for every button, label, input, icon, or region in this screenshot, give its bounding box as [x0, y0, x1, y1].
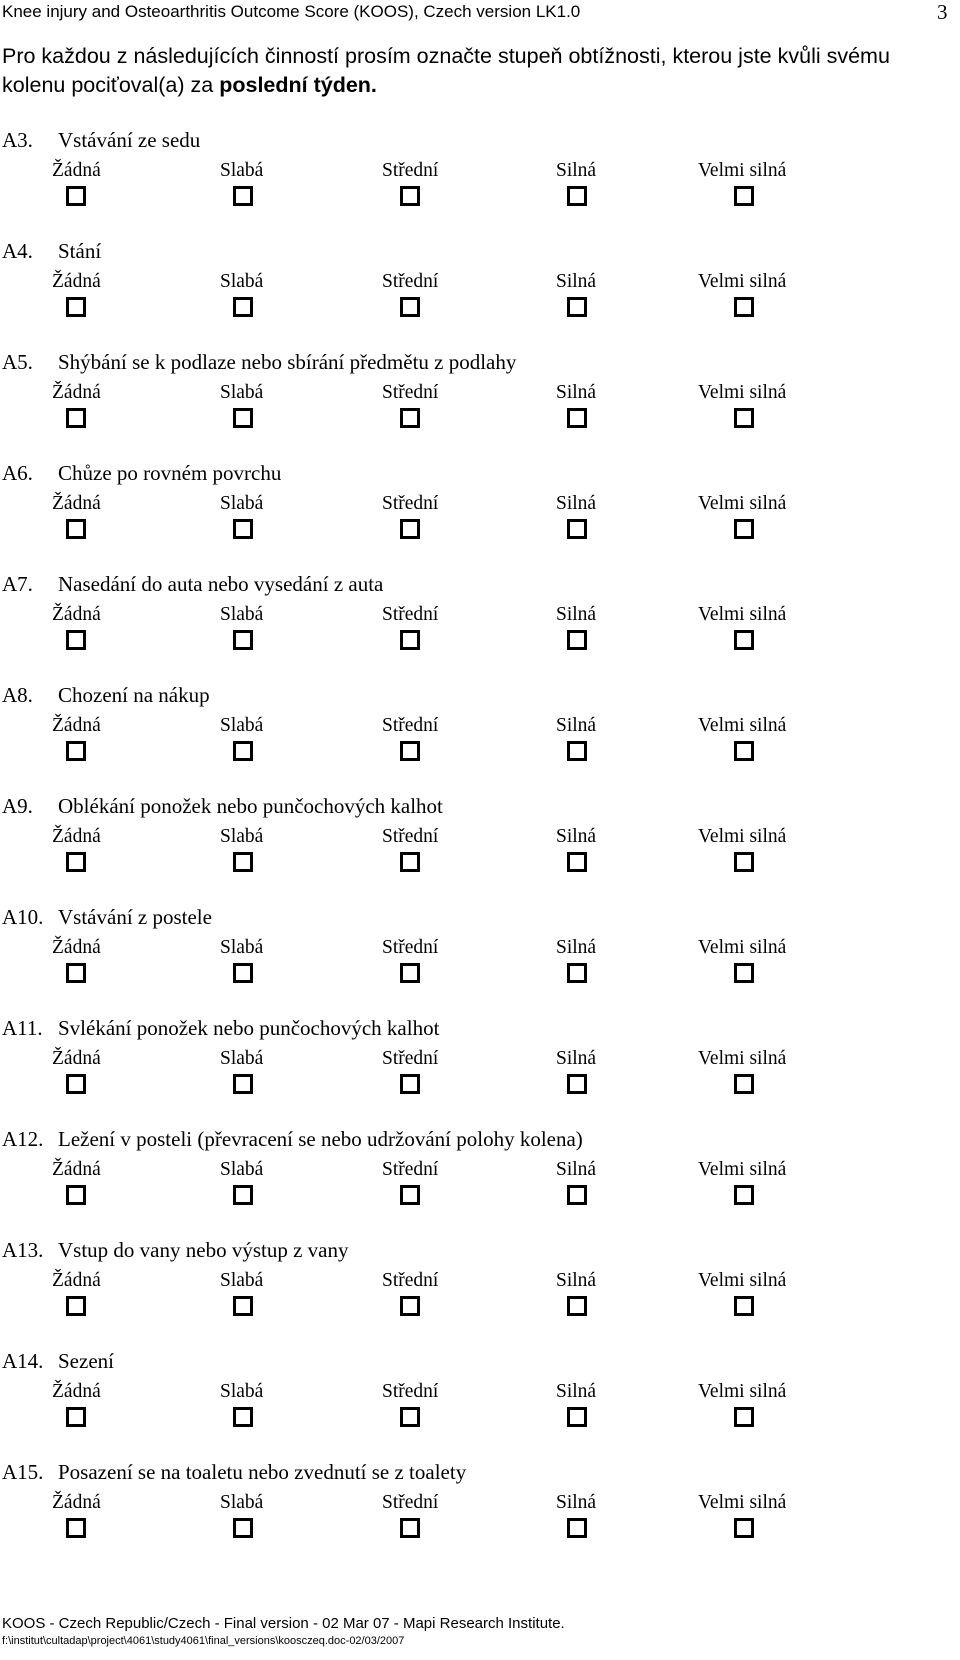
option-label: Silná	[556, 1159, 597, 1180]
question-text: Vstávání ze sedu	[58, 128, 201, 152]
question-item	[0, 1127, 960, 1238]
question-id: A10.	[2, 905, 44, 929]
answer-checkbox[interactable]	[734, 408, 754, 428]
answer-checkbox[interactable]	[400, 519, 420, 539]
question-text: Oblékání ponožek nebo punčochových kalhot	[58, 794, 443, 818]
question-title	[2, 1349, 114, 1374]
answer-checkbox[interactable]	[233, 963, 253, 983]
answer-checkbox[interactable]	[400, 630, 420, 650]
option-label: Velmi silná	[698, 1492, 787, 1513]
option-label: Slabá	[220, 937, 264, 958]
footer-file-path: f:\institut\cultadap\project\4061\study4061\final_versions\koosczeq.doc-02/03/2007	[2, 1635, 405, 1647]
option-label: Slabá	[220, 493, 264, 514]
answer-checkbox[interactable]	[233, 1074, 253, 1094]
answer-checkbox[interactable]	[734, 519, 754, 539]
option-label: Střední	[382, 160, 439, 181]
question-item	[0, 128, 960, 239]
option-label: Velmi silná	[698, 1381, 787, 1402]
question-id: A4.	[2, 239, 33, 263]
option-label: Silná	[556, 1048, 597, 1069]
answer-checkbox[interactable]	[400, 1407, 420, 1427]
answer-checkbox[interactable]	[400, 741, 420, 761]
answer-checkbox[interactable]	[233, 741, 253, 761]
question-id: A12.	[2, 1127, 44, 1151]
question-id: A5.	[2, 350, 33, 374]
option-label: Silná	[556, 160, 597, 181]
answer-checkbox[interactable]	[567, 1518, 587, 1538]
answer-checkbox[interactable]	[66, 519, 86, 539]
answer-checkbox[interactable]	[567, 741, 587, 761]
option-label: Silná	[556, 715, 597, 736]
option-label: Střední	[382, 1159, 439, 1180]
answer-checkbox[interactable]	[734, 741, 754, 761]
answer-checkbox[interactable]	[400, 852, 420, 872]
question-item	[0, 461, 960, 572]
option-label: Silná	[556, 1492, 597, 1513]
option-label: Velmi silná	[698, 604, 787, 625]
option-label: Žádná	[52, 1381, 101, 1402]
answer-checkbox[interactable]	[66, 186, 86, 206]
question-item	[0, 683, 960, 794]
option-label: Slabá	[220, 382, 264, 403]
option-label: Silná	[556, 1381, 597, 1402]
option-label: Slabá	[220, 160, 264, 181]
option-label: Žádná	[52, 493, 101, 514]
question-text: Nasedání do auta nebo vysedání z auta	[58, 572, 384, 596]
question-title	[2, 905, 212, 930]
question-title	[2, 794, 443, 819]
answer-checkbox[interactable]	[567, 852, 587, 872]
answer-checkbox[interactable]	[233, 1518, 253, 1538]
answer-checkbox[interactable]	[233, 630, 253, 650]
question-text: Chození na nákup	[58, 683, 210, 707]
answer-checkbox[interactable]	[734, 1518, 754, 1538]
option-label: Slabá	[220, 1381, 264, 1402]
answer-checkbox[interactable]	[567, 1074, 587, 1094]
answer-checkbox[interactable]	[567, 630, 587, 650]
instructions	[2, 42, 902, 100]
question-title	[2, 1238, 348, 1263]
answer-checkbox[interactable]	[233, 297, 253, 317]
answer-checkbox[interactable]	[66, 852, 86, 872]
option-label: Velmi silná	[698, 826, 787, 847]
option-label: Žádná	[52, 160, 101, 181]
question-item	[0, 572, 960, 683]
question-id: A13.	[2, 1238, 44, 1262]
question-item	[0, 350, 960, 461]
answer-checkbox[interactable]	[734, 1185, 754, 1205]
option-label: Žádná	[52, 1159, 101, 1180]
option-label: Velmi silná	[698, 160, 787, 181]
answer-checkbox[interactable]	[567, 1185, 587, 1205]
option-label: Silná	[556, 604, 597, 625]
question-text: Stání	[58, 239, 102, 263]
page-footer	[2, 1614, 565, 1648]
option-label: Střední	[382, 493, 439, 514]
option-label: Střední	[382, 604, 439, 625]
option-label: Slabá	[220, 1159, 264, 1180]
question-title	[2, 1460, 466, 1485]
option-label: Střední	[382, 715, 439, 736]
option-label: Silná	[556, 1270, 597, 1291]
question-id: A3.	[2, 128, 33, 152]
option-label: Žádná	[52, 1492, 101, 1513]
option-label: Střední	[382, 382, 439, 403]
question-title	[2, 1016, 439, 1041]
option-label: Velmi silná	[698, 1048, 787, 1069]
answer-checkbox[interactable]	[567, 1407, 587, 1427]
answer-checkbox[interactable]	[734, 963, 754, 983]
answer-checkbox[interactable]	[66, 1407, 86, 1427]
instructions-emphasis: poslední týden.	[219, 73, 377, 97]
answer-checkbox[interactable]	[233, 408, 253, 428]
answer-checkbox[interactable]	[66, 1185, 86, 1205]
answer-checkbox[interactable]	[66, 963, 86, 983]
footer-source: KOOS - Czech Republic/Czech - Final version - 02 Mar 07 - Mapi Research Institute.	[2, 1615, 565, 1632]
option-label: Velmi silná	[698, 1270, 787, 1291]
instructions-text: Pro každou z následujících činností prosím označte stupeň obtížnosti, kterou jste kvůli svému kolenu pociťoval(a) za	[2, 44, 890, 97]
question-text: Sezení	[58, 1349, 114, 1373]
answer-checkbox[interactable]	[567, 963, 587, 983]
option-label: Slabá	[220, 1048, 264, 1069]
question-title	[2, 461, 281, 486]
option-label: Velmi silná	[698, 493, 787, 514]
option-label: Velmi silná	[698, 271, 787, 292]
answer-checkbox[interactable]	[66, 1296, 86, 1316]
question-list	[0, 128, 960, 1571]
option-label: Silná	[556, 826, 597, 847]
question-id: A9.	[2, 794, 33, 818]
answer-checkbox[interactable]	[400, 297, 420, 317]
question-text: Vstávání z postele	[58, 905, 212, 929]
answer-checkbox[interactable]	[233, 852, 253, 872]
option-label: Velmi silná	[698, 1159, 787, 1180]
answer-checkbox[interactable]	[400, 186, 420, 206]
option-label: Střední	[382, 1270, 439, 1291]
question-text: Posazení se na toaletu nebo zvednutí se z toalety	[58, 1460, 467, 1484]
option-label: Žádná	[52, 1048, 101, 1069]
question-title	[2, 683, 210, 708]
answer-checkbox[interactable]	[734, 630, 754, 650]
option-label: Žádná	[52, 1270, 101, 1291]
page-number: 3	[937, 0, 948, 24]
question-text: Chůze po rovném povrchu	[58, 461, 282, 485]
answer-checkbox[interactable]	[734, 1074, 754, 1094]
option-label: Slabá	[220, 1270, 264, 1291]
question-item	[0, 1349, 960, 1460]
option-label: Žádná	[52, 271, 101, 292]
answer-checkbox[interactable]	[66, 741, 86, 761]
answer-checkbox[interactable]	[734, 852, 754, 872]
question-text: Vstup do vany nebo výstup z vany	[58, 1238, 349, 1262]
answer-checkbox[interactable]	[233, 1407, 253, 1427]
question-id: A8.	[2, 683, 33, 707]
answer-checkbox[interactable]	[734, 1407, 754, 1427]
answer-checkbox[interactable]	[400, 963, 420, 983]
answer-checkbox[interactable]	[233, 1185, 253, 1205]
option-label: Střední	[382, 271, 439, 292]
answer-checkbox[interactable]	[66, 630, 86, 650]
option-label: Velmi silná	[698, 715, 787, 736]
answer-checkbox[interactable]	[734, 186, 754, 206]
question-item	[0, 1460, 960, 1571]
option-label: Žádná	[52, 715, 101, 736]
question-title	[2, 128, 200, 153]
question-item	[0, 1238, 960, 1349]
option-label: Slabá	[220, 271, 264, 292]
option-label: Střední	[382, 1381, 439, 1402]
option-label: Žádná	[52, 937, 101, 958]
answer-checkbox[interactable]	[567, 408, 587, 428]
question-item	[0, 239, 960, 350]
option-label: Slabá	[220, 826, 264, 847]
question-item	[0, 794, 960, 905]
question-title	[2, 572, 383, 597]
answer-checkbox[interactable]	[400, 1074, 420, 1094]
page-header	[0, 0, 960, 30]
question-id: A14.	[2, 1349, 44, 1373]
question-text: Ležení v posteli (převracení se nebo udržování polohy kolena)	[58, 1127, 583, 1151]
question-id: A11.	[2, 1016, 43, 1040]
option-label: Silná	[556, 271, 597, 292]
answer-checkbox[interactable]	[567, 1296, 587, 1316]
answer-checkbox[interactable]	[400, 1518, 420, 1538]
answer-checkbox[interactable]	[233, 519, 253, 539]
question-text: Svlékání ponožek nebo punčochových kalhot	[58, 1016, 440, 1040]
option-label: Slabá	[220, 1492, 264, 1513]
question-id: A15.	[2, 1460, 44, 1484]
option-label: Velmi silná	[698, 382, 787, 403]
option-label: Žádná	[52, 826, 101, 847]
option-label: Velmi silná	[698, 937, 787, 958]
question-text: Shýbání se k podlaze nebo sbírání předmětu z podlahy	[58, 350, 517, 374]
question-item	[0, 1016, 960, 1127]
option-label: Střední	[382, 937, 439, 958]
answer-checkbox[interactable]	[233, 1296, 253, 1316]
answer-checkbox[interactable]	[734, 1296, 754, 1316]
option-label: Slabá	[220, 604, 264, 625]
answer-checkbox[interactable]	[400, 1296, 420, 1316]
answer-checkbox[interactable]	[734, 297, 754, 317]
option-label: Střední	[382, 1492, 439, 1513]
answer-checkbox[interactable]	[66, 297, 86, 317]
answer-checkbox[interactable]	[66, 1074, 86, 1094]
option-label: Silná	[556, 382, 597, 403]
answer-checkbox[interactable]	[567, 186, 587, 206]
option-label: Žádná	[52, 604, 101, 625]
option-label: Střední	[382, 1048, 439, 1069]
option-label: Slabá	[220, 715, 264, 736]
answer-checkbox[interactable]	[66, 1518, 86, 1538]
question-item	[0, 905, 960, 1016]
document-title: Knee injury and Osteoarthritis Outcome Score (KOOS), Czech version LK1.0	[2, 2, 581, 21]
question-title	[2, 350, 516, 375]
question-title	[2, 1127, 583, 1152]
answer-checkbox[interactable]	[400, 1185, 420, 1205]
question-id: A7.	[2, 572, 33, 596]
question-id: A6.	[2, 461, 33, 485]
option-label: Silná	[556, 937, 597, 958]
answer-checkbox[interactable]	[233, 186, 253, 206]
answer-checkbox[interactable]	[567, 519, 587, 539]
answer-checkbox[interactable]	[400, 408, 420, 428]
option-label: Žádná	[52, 382, 101, 403]
option-label: Silná	[556, 493, 597, 514]
answer-checkbox[interactable]	[66, 408, 86, 428]
question-title	[2, 239, 101, 264]
option-label: Střední	[382, 826, 439, 847]
answer-checkbox[interactable]	[567, 297, 587, 317]
